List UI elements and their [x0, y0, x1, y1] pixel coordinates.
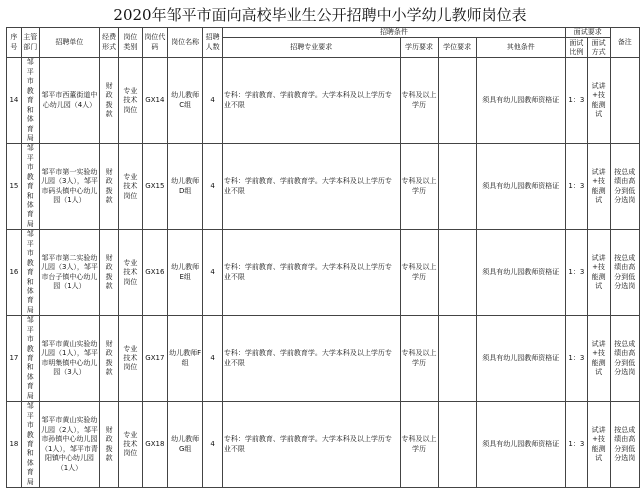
header-other: 其他条件: [476, 38, 565, 58]
cell-degree: [438, 402, 476, 488]
header-post-code: 岗位代码: [142, 28, 167, 58]
table-row: [7, 316, 640, 402]
cell-funding: 财政拨款: [100, 316, 119, 402]
header-dept: 主管部门: [21, 28, 39, 58]
cell-dept: 邹平市教育和体育局: [21, 58, 39, 144]
header-interview: 面试要求: [565, 28, 610, 38]
cell-post-type: 专业技术岗位: [119, 402, 143, 488]
cell-seq: 15: [7, 144, 22, 230]
cell-ratio: 1：3: [565, 144, 587, 230]
cell-post-code: GX18: [142, 402, 167, 488]
table-body: [7, 58, 640, 488]
cell-remark: [610, 58, 639, 144]
cell-ratio: 1：3: [565, 316, 587, 402]
cell-dept: 邹平市教育和体育局: [21, 144, 39, 230]
header-education: 学历要求: [400, 38, 438, 58]
table-header: [7, 28, 640, 58]
cell-remark: 按总成绩由高分到低分选岗: [610, 144, 639, 230]
header-ratio: 面试比例: [565, 38, 587, 58]
cell-unit: 邹平市黄山实验幼儿园（1人），邹平市明集镇中心幼儿园（3人）: [39, 316, 100, 402]
cell-method: 试讲+技能测试: [587, 144, 610, 230]
cell-funding: 财政拨款: [100, 58, 119, 144]
header-method: 面试方式: [587, 38, 610, 58]
cell-seq: 14: [7, 58, 22, 144]
cell-seq: 16: [7, 230, 22, 316]
cell-post-code: GX15: [142, 144, 167, 230]
cell-remark: 按总成绩由高分到低分选岗: [610, 316, 639, 402]
cell-degree: [438, 316, 476, 402]
header-unit: 招聘单位: [39, 28, 100, 58]
header-remark: 备注: [610, 28, 639, 58]
page-title: 2020年邹平市面向高校毕业生公开招聘中小学幼儿教师岗位表: [113, 6, 527, 24]
header-post-type: 岗位类别: [119, 28, 143, 58]
header-seq: 序号: [7, 28, 22, 58]
cell-post-code: GX16: [142, 230, 167, 316]
cell-post-type: 专业技术岗位: [119, 144, 143, 230]
cell-education: 专科及以上学历: [400, 402, 438, 488]
cell-post-name: 幼儿教师F组: [168, 316, 203, 402]
header-funding: 经费形式: [100, 28, 119, 58]
recruitment-table: [6, 27, 640, 488]
header-major: 招聘专业要求: [222, 38, 400, 58]
table-row: [7, 58, 640, 144]
header-degree: 学位要求: [438, 38, 476, 58]
cell-unit: 邹平市第二实验幼儿园（3人），邹平市台子镇中心幼儿园（1人）: [39, 230, 100, 316]
cell-post-name: 幼儿教师C组: [168, 58, 203, 144]
cell-count: 4: [203, 144, 223, 230]
cell-dept: 邹平市教育和体育局: [21, 230, 39, 316]
cell-other: 须具有幼儿园教师资格证: [476, 402, 565, 488]
header-count: 招聘人数: [203, 28, 223, 58]
table-row: [7, 230, 640, 316]
cell-major: 专科：学前教育、学前教育学。大学本科及以上学历专业不限: [222, 316, 400, 402]
cell-count: 4: [203, 58, 223, 144]
cell-post-type: 专业技术岗位: [119, 316, 143, 402]
cell-education: 专科及以上学历: [400, 58, 438, 144]
cell-method: 试讲+技能测试: [587, 58, 610, 144]
table-row: [7, 402, 640, 488]
cell-education: 专科及以上学历: [400, 316, 438, 402]
cell-ratio: 1：3: [565, 58, 587, 144]
cell-degree: [438, 58, 476, 144]
cell-unit: 邹平市第一实验幼儿园（3人），邹平市码头镇中心幼儿园（1人）: [39, 144, 100, 230]
cell-post-name: 幼儿教师D组: [168, 144, 203, 230]
cell-post-code: GX14: [142, 58, 167, 144]
cell-major: 专科：学前教育、学前教育学。大学本科及以上学历专业不限: [222, 58, 400, 144]
cell-method: 试讲+技能测试: [587, 402, 610, 488]
cell-other: 须具有幼儿园教师资格证: [476, 230, 565, 316]
cell-count: 4: [203, 316, 223, 402]
cell-dept: 邹平市教育和体育局: [21, 402, 39, 488]
cell-count: 4: [203, 230, 223, 316]
cell-degree: [438, 230, 476, 316]
cell-unit: 邹平市西董街道中心幼儿园（4人）: [39, 58, 100, 144]
cell-degree: [438, 144, 476, 230]
cell-unit: 邹平市黄山实验幼儿园（2人），邹平市孙镇中心幼儿园（1人），邹平市青阳镇中心幼儿园（1人）: [39, 402, 100, 488]
cell-ratio: 1：3: [565, 230, 587, 316]
table-row: [7, 144, 640, 230]
cell-education: 专科及以上学历: [400, 144, 438, 230]
cell-dept: 邹平市教育和体育局: [21, 316, 39, 402]
header-post-name: 岗位名称: [168, 28, 203, 58]
cell-major: 专科：学前教育、学前教育学。大学本科及以上学历专业不限: [222, 144, 400, 230]
cell-other: 须具有幼儿园教师资格证: [476, 316, 565, 402]
cell-remark: 按总成绩由高分到低分选岗: [610, 402, 639, 488]
cell-funding: 财政拨款: [100, 402, 119, 488]
cell-major: 专科：学前教育、学前教育学。大学本科及以上学历专业不限: [222, 230, 400, 316]
cell-funding: 财政拨款: [100, 144, 119, 230]
cell-funding: 财政拨款: [100, 230, 119, 316]
cell-ratio: 1：3: [565, 402, 587, 488]
cell-remark: 按总成绩由高分到低分选岗: [610, 230, 639, 316]
cell-post-type: 专业技术岗位: [119, 58, 143, 144]
cell-other: 须具有幼儿园教师资格证: [476, 144, 565, 230]
cell-seq: 17: [7, 316, 22, 402]
cell-post-type: 专业技术岗位: [119, 230, 143, 316]
header-conditions: 招聘条件: [222, 28, 565, 38]
cell-post-name: 幼儿教师G组: [168, 402, 203, 488]
cell-seq: 18: [7, 402, 22, 488]
cell-post-code: GX17: [142, 316, 167, 402]
cell-education: 专科及以上学历: [400, 230, 438, 316]
cell-method: 试讲+技能测试: [587, 230, 610, 316]
cell-major: 专科：学前教育、学前教育学。大学本科及以上学历专业不限: [222, 402, 400, 488]
cell-count: 4: [203, 402, 223, 488]
cell-other: 须具有幼儿园教师资格证: [476, 58, 565, 144]
cell-post-name: 幼儿教师E组: [168, 230, 203, 316]
cell-method: 试讲+技能测试: [587, 316, 610, 402]
